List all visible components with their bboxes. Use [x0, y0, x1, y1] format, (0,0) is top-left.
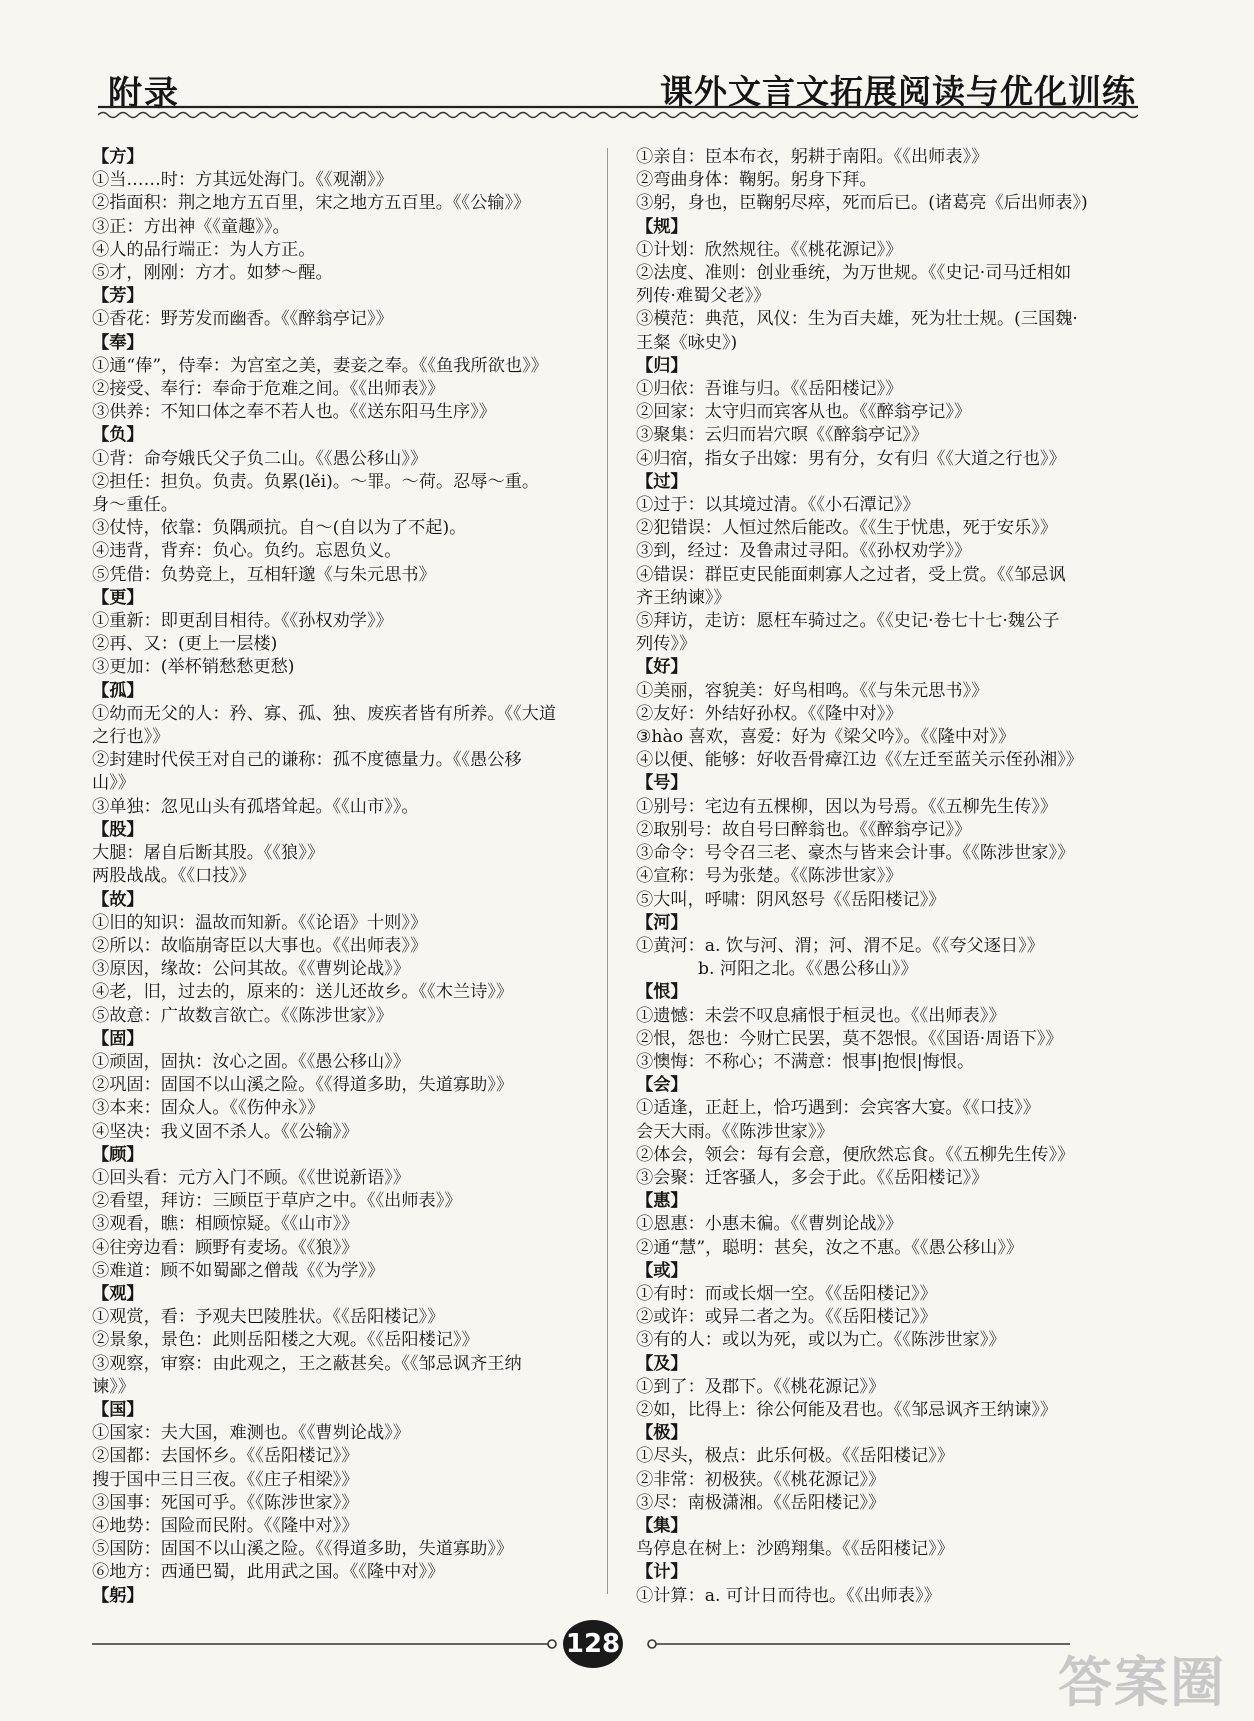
entry-heading: 【或】 [636, 1260, 688, 1281]
entry-line: ④归宿，指女子出嫁：男有分，女有归《《大道之行也》》 [636, 448, 1066, 469]
entry-line: ②体会，领会：每有会意，便欣然忘食。《《五柳先生传》》 [636, 1144, 1075, 1165]
entry-line: ④坚决：我义固不杀人。《《公输》》 [92, 1121, 359, 1142]
watermark-logo: 答案圈 [1058, 1651, 1226, 1714]
entry-heading: 【及】 [636, 1353, 688, 1374]
entry-heading: 【顾】 [92, 1144, 144, 1165]
entry-line: ②回家：太守归而宾客从也。《《醉翁亭记》》 [636, 402, 972, 423]
page-number-badge: 128 [563, 1620, 623, 1668]
entry-line: ①尽头，极点：此乐何极。《《岳阳楼记》》 [636, 1446, 954, 1467]
entry-line: ⑤才，刚刚：方才。如梦～醒。 [92, 263, 333, 284]
entry-line: ④地势：国险而民附。《《隆中对》》 [92, 1515, 359, 1536]
entry-line: ③供养：不知口体之奉不若人也。《《送东阳马生序》》 [92, 402, 496, 423]
entry-line: ①计算：a. 可计日而待也。《《出师表》》 [636, 1585, 941, 1606]
entry-line: ④老，旧，过去的，原来的：送儿还故乡。《《木兰诗》》 [92, 982, 514, 1003]
entry-heading: 【号】 [636, 773, 688, 794]
entry-line: ④往旁边看：顾野有麦场。《《狼》》 [92, 1237, 359, 1258]
entry-line: ②法度、准则：创业垂统，为万世规。《《史记·司马迁相如 [636, 263, 1072, 284]
entry-line: ③hào 喜欢，喜爱：好为《梁父吟》。《《隆中对》》 [636, 727, 1016, 748]
entry-line: ②看望，拜访：三顾臣于草庐之中。《《出师表》》 [92, 1191, 462, 1212]
entry-line: 之行也》》 [92, 727, 170, 748]
entry-line: ①回头看：元方入门不顾。《《世说新语》》 [92, 1167, 410, 1188]
entry-heading: 【固】 [92, 1028, 144, 1049]
entry-line: ③正：方出神《《童趣》》。 [92, 216, 290, 237]
entry-line: ③尽：南极潇湘。《《岳阳楼记》》 [636, 1492, 886, 1513]
entry-heading: 【集】 [636, 1515, 688, 1536]
entry-heading: 【河】 [636, 912, 688, 933]
entry-line: ④错误：群臣吏民能面刺寡人之过者，受上赏。《《邹忌讽 [636, 564, 1066, 585]
entry-line: ①适逢，正赶上，恰巧遇到：会宾客大宴。《《口技》》 [636, 1098, 1040, 1119]
left-column [92, 146, 592, 1608]
entry-heading: 【恨】 [636, 982, 688, 1003]
entry-line: ③观察，审察：由此观之，王之蔽甚矣。《《邹忌讽齐王纳 [92, 1353, 522, 1374]
entry-line: ③单独：忽见山头有孤塔耸起。《《山市》》。 [92, 796, 419, 817]
entry-line: ①重新：即更刮目相待。《《孙权劝学》》 [92, 611, 393, 632]
entry-line: ②弯曲身体：鞠躬。躬身下拜。 [636, 170, 877, 191]
entry-line: 搜于国中三日三夜。《《庄子相梁》》 [92, 1469, 359, 1490]
entry-line: ④宣称：号为张楚。《《陈涉世家》》 [636, 866, 903, 887]
entry-line: ③有的人：或以为死，或以为亡。《《陈涉世家》》 [636, 1330, 1006, 1351]
entry-line: ③更加：(举杯销愁愁更愁) [92, 657, 295, 678]
entry-line: ②所以：故临崩寄臣以大事也。《《出师表》》 [92, 935, 428, 956]
entry-line: ③命令：号令召三老、豪杰与皆来会计事。《《陈涉世家》》 [636, 843, 1075, 864]
entry-line: 谏》》 [92, 1376, 135, 1397]
entry-line: ①有时：而或长烟一空。《《岳阳楼记》》 [636, 1283, 937, 1304]
entry-line: ①归依：吾谁与归。《《岳阳楼记》》 [636, 379, 903, 400]
entry-heading: 【观】 [92, 1283, 144, 1304]
entry-line: 齐王纳谏》》 [636, 587, 731, 608]
entry-heading: 【国】 [92, 1399, 144, 1420]
entry-line: 山》》 [92, 773, 135, 794]
entry-line: ⑤难道：顾不如蜀鄙之僧哉《《为学》》 [92, 1260, 385, 1281]
entry-line: ②景象，景色：此则岳阳楼之大观。《《岳阳楼记》》 [92, 1330, 479, 1351]
entry-line: ①观赏，看：予观夫巴陵胜状。《《岳阳楼记》》 [92, 1307, 445, 1328]
entry-line: ③会聚：迁客骚人，多会于此。《《岳阳楼记》》 [636, 1167, 989, 1188]
entry-line: ①过于：以其境过清。《《小石潭记》》 [636, 495, 920, 516]
entry-heading: 【极】 [636, 1423, 688, 1444]
entry-line: ②如，比得上：徐公何能及君也。《《邹忌讽齐王纳谏》》 [636, 1399, 1058, 1420]
entry-line: ⑤国防：固国不以山溪之险。《《得道多助，失道寡助》》 [92, 1539, 514, 1560]
entry-line: ②犯错误：人恒过然后能改。《《生于忧患，死于安乐》》 [636, 518, 1058, 539]
right-column [636, 146, 1136, 1608]
entry-line: ②或许：或异二者之为。《《岳阳楼记》》 [636, 1307, 937, 1328]
entry-line: ②接受、奉行：奉命于危难之间。《《出师表》》 [92, 379, 445, 400]
entry-line: ③观看，瞧：相顾惊疑。《《山市》》 [92, 1214, 359, 1235]
entry-line: ③原因，缘故：公问其故。《《曹刿论战》》 [92, 959, 410, 980]
entry-heading: 【计】 [636, 1562, 688, 1583]
entry-line: ②恨，怨也：今财亡民罢，莫不怨恨。《《国语·周语下》》 [636, 1028, 1063, 1049]
entry-line: ②巩固：固国不以山溪之险。《《得道多助，失道寡助》》 [92, 1075, 514, 1096]
entry-line: ②再、又：(更上一层楼) [92, 634, 278, 655]
entry-line: 会天大雨。《《陈涉世家》》 [636, 1121, 834, 1142]
entry-line: ⑤拜访，走访：愿枉车骑过之。《《史记·卷七十七·魏公子 [636, 611, 1060, 632]
header-wavy-rule [98, 104, 1138, 120]
entry-line: ①国家：夫大国，难测也。《《曹刿论战》》 [92, 1423, 410, 1444]
entry-line: ①通“俸”，侍奉：为宫室之美，妻妾之奉。《《鱼我所欲也》》 [92, 355, 548, 376]
entry-line: 鸟停息在树上：沙鸥翔集。《《岳阳楼记》》 [636, 1539, 954, 1560]
entry-line: 身～重任。 [92, 495, 178, 516]
entry-line: ①计划：欣然规往。《《桃花源记》》 [636, 239, 903, 260]
entry-heading: 【好】 [636, 657, 688, 678]
entry-line: ①到了：及郡下。《《桃花源记》》 [636, 1376, 886, 1397]
entry-line: ②取别号：故自号曰醉翁也。《《醉翁亭记》》 [636, 819, 972, 840]
entry-line: ④以便、能够：好收吾骨瘴江边《《左迁至蓝关示侄孙湘》》 [636, 750, 1083, 771]
entry-line: 大腿：屠自后断其股。《《狼》》 [92, 843, 325, 864]
entry-line: 列传》》 [636, 634, 697, 655]
entry-heading: 【会】 [636, 1075, 688, 1096]
entry-line: ③模范：典范，风仪：生为百夫雄，死为壮士规。(三国魏· [636, 309, 1078, 330]
entry-line: ③到，经过：及鲁肃过寻阳。《《孙权劝学》》 [636, 541, 972, 562]
entry-line: ②担任：担负。负责。负累(lěi)。～罪。～荷。忍辱～重。 [92, 471, 540, 492]
entry-line: ①当……时：方其远处海门。《《观潮》》 [92, 170, 393, 191]
entry-line: ①别号：宅边有五棵柳，因以为号焉。《《五柳先生传》》 [636, 796, 1058, 817]
entry-line: ①遗憾：未尝不叹息痛恨于桓灵也。《《出师表》》 [636, 1005, 1006, 1026]
header-book-title: 课外文言文拓展阅读与优化训练 [660, 72, 1136, 111]
entry-line: ①恩惠：小惠未徧。《《曹刿论战》》 [636, 1214, 903, 1235]
entry-line: ⑤故意：广故数言欲亡。《《陈涉世家》》 [92, 1005, 393, 1026]
entry-line: ④人的品行端正：为人方正。 [92, 239, 316, 260]
entry-heading: 【股】 [92, 819, 144, 840]
entry-line: ③国事：死国可乎。《《陈涉世家》》 [92, 1492, 359, 1513]
entry-line: ③聚集：云归而岩穴暝《《醉翁亭记》》 [636, 425, 929, 446]
entry-heading: 【方】 [92, 147, 144, 167]
entry-line: ③躬，身也，臣鞠躬尽瘁，死而后已。(诸葛亮《后出师表》) [636, 193, 1088, 214]
entry-heading: 【奉】 [92, 332, 144, 353]
entry-heading: 【归】 [636, 355, 688, 376]
column-divider [607, 148, 608, 1594]
entry-line: ③懊悔：不称心；不满意：恨事|抱恨|悔恨。 [636, 1051, 975, 1072]
entry-heading: 【更】 [92, 587, 144, 608]
entry-heading: 【过】 [636, 471, 688, 492]
entry-heading: 【规】 [636, 216, 688, 237]
entry-line: ①亲自：臣本布衣，躬耕于南阳。《《出师表》》 [636, 147, 989, 167]
entry-line: ①美丽，容貌美：好鸟相鸣。《《与朱元思书》》 [636, 680, 989, 701]
entry-line: ①香花：野芳发而幽香。《《醉翁亭记》》 [92, 309, 393, 330]
entry-line: ①幼而无父的人：矜、寡、孤、独、废疾者皆有所养。《《大道 [92, 703, 557, 724]
entry-heading: 【故】 [92, 889, 144, 910]
entry-heading: 【芳】 [92, 286, 144, 307]
entry-line: ①顽固，固执：汝心之固。《《愚公移山》》 [92, 1051, 410, 1072]
entry-line: ⑥地方：西通巴蜀，此用武之国。《《隆中对》》 [92, 1562, 445, 1583]
entry-line: ③仗恃，依靠：负隅顽抗。自～(自以为了不起)。 [92, 518, 467, 539]
entry-heading: 【孤】 [92, 680, 144, 701]
entry-line: ②封建时代侯王对自己的谦称：孤不度德量力。《《愚公移 [92, 750, 522, 771]
entry-line: ②非常：初极狭。《《桃花源记》》 [636, 1469, 886, 1490]
entry-line: ④违背，背弃：负心。负约。忘恩负义。 [92, 541, 402, 562]
entry-heading: 【惠】 [636, 1191, 688, 1212]
entry-line: ①旧的知识：温故而知新。《《论语》十则》》 [92, 912, 428, 933]
entry-line: ③本来：固众人。《《伤仲永》》 [92, 1098, 325, 1119]
entry-line: 两股战战。《《口技》》 [92, 866, 256, 887]
entry-line: ②友好：外结好孙权。《《隆中对》》 [636, 703, 903, 724]
entry-line: 列传·难蜀父老》》 [636, 286, 771, 307]
header-section-title: 附录 [108, 74, 180, 114]
entry-line: ②国都：去国怀乡。《《岳阳楼记》》 [92, 1446, 359, 1467]
entry-line: ②通“慧”，聪明：甚矣，汝之不惠。《《愚公移山》》 [636, 1237, 1024, 1258]
entry-line: ①背：命夸娥氏父子负二山。《《愚公移山》》 [92, 448, 428, 469]
entry-line: ②指面积：荆之地方五百里，宋之地方五百里。《《公输》》 [92, 193, 531, 214]
entry-line: b. 河阳之北。《《愚公移山》》 [698, 959, 918, 980]
entry-line: ⑤大叫，呼啸：阴风怒号《《岳阳楼记》》 [636, 889, 946, 910]
entry-line: ⑤凭借：负势竞上，互相轩邈《与朱元思书》 [92, 564, 436, 585]
entry-heading: 【躬】 [92, 1585, 144, 1606]
entry-line: 王粲《咏史》) [636, 332, 738, 353]
entry-line: ①黄河：a. 饮与河、渭；河、渭不足。《《夸父逐日》》 [636, 935, 1044, 956]
entry-heading: 【负】 [92, 425, 144, 446]
